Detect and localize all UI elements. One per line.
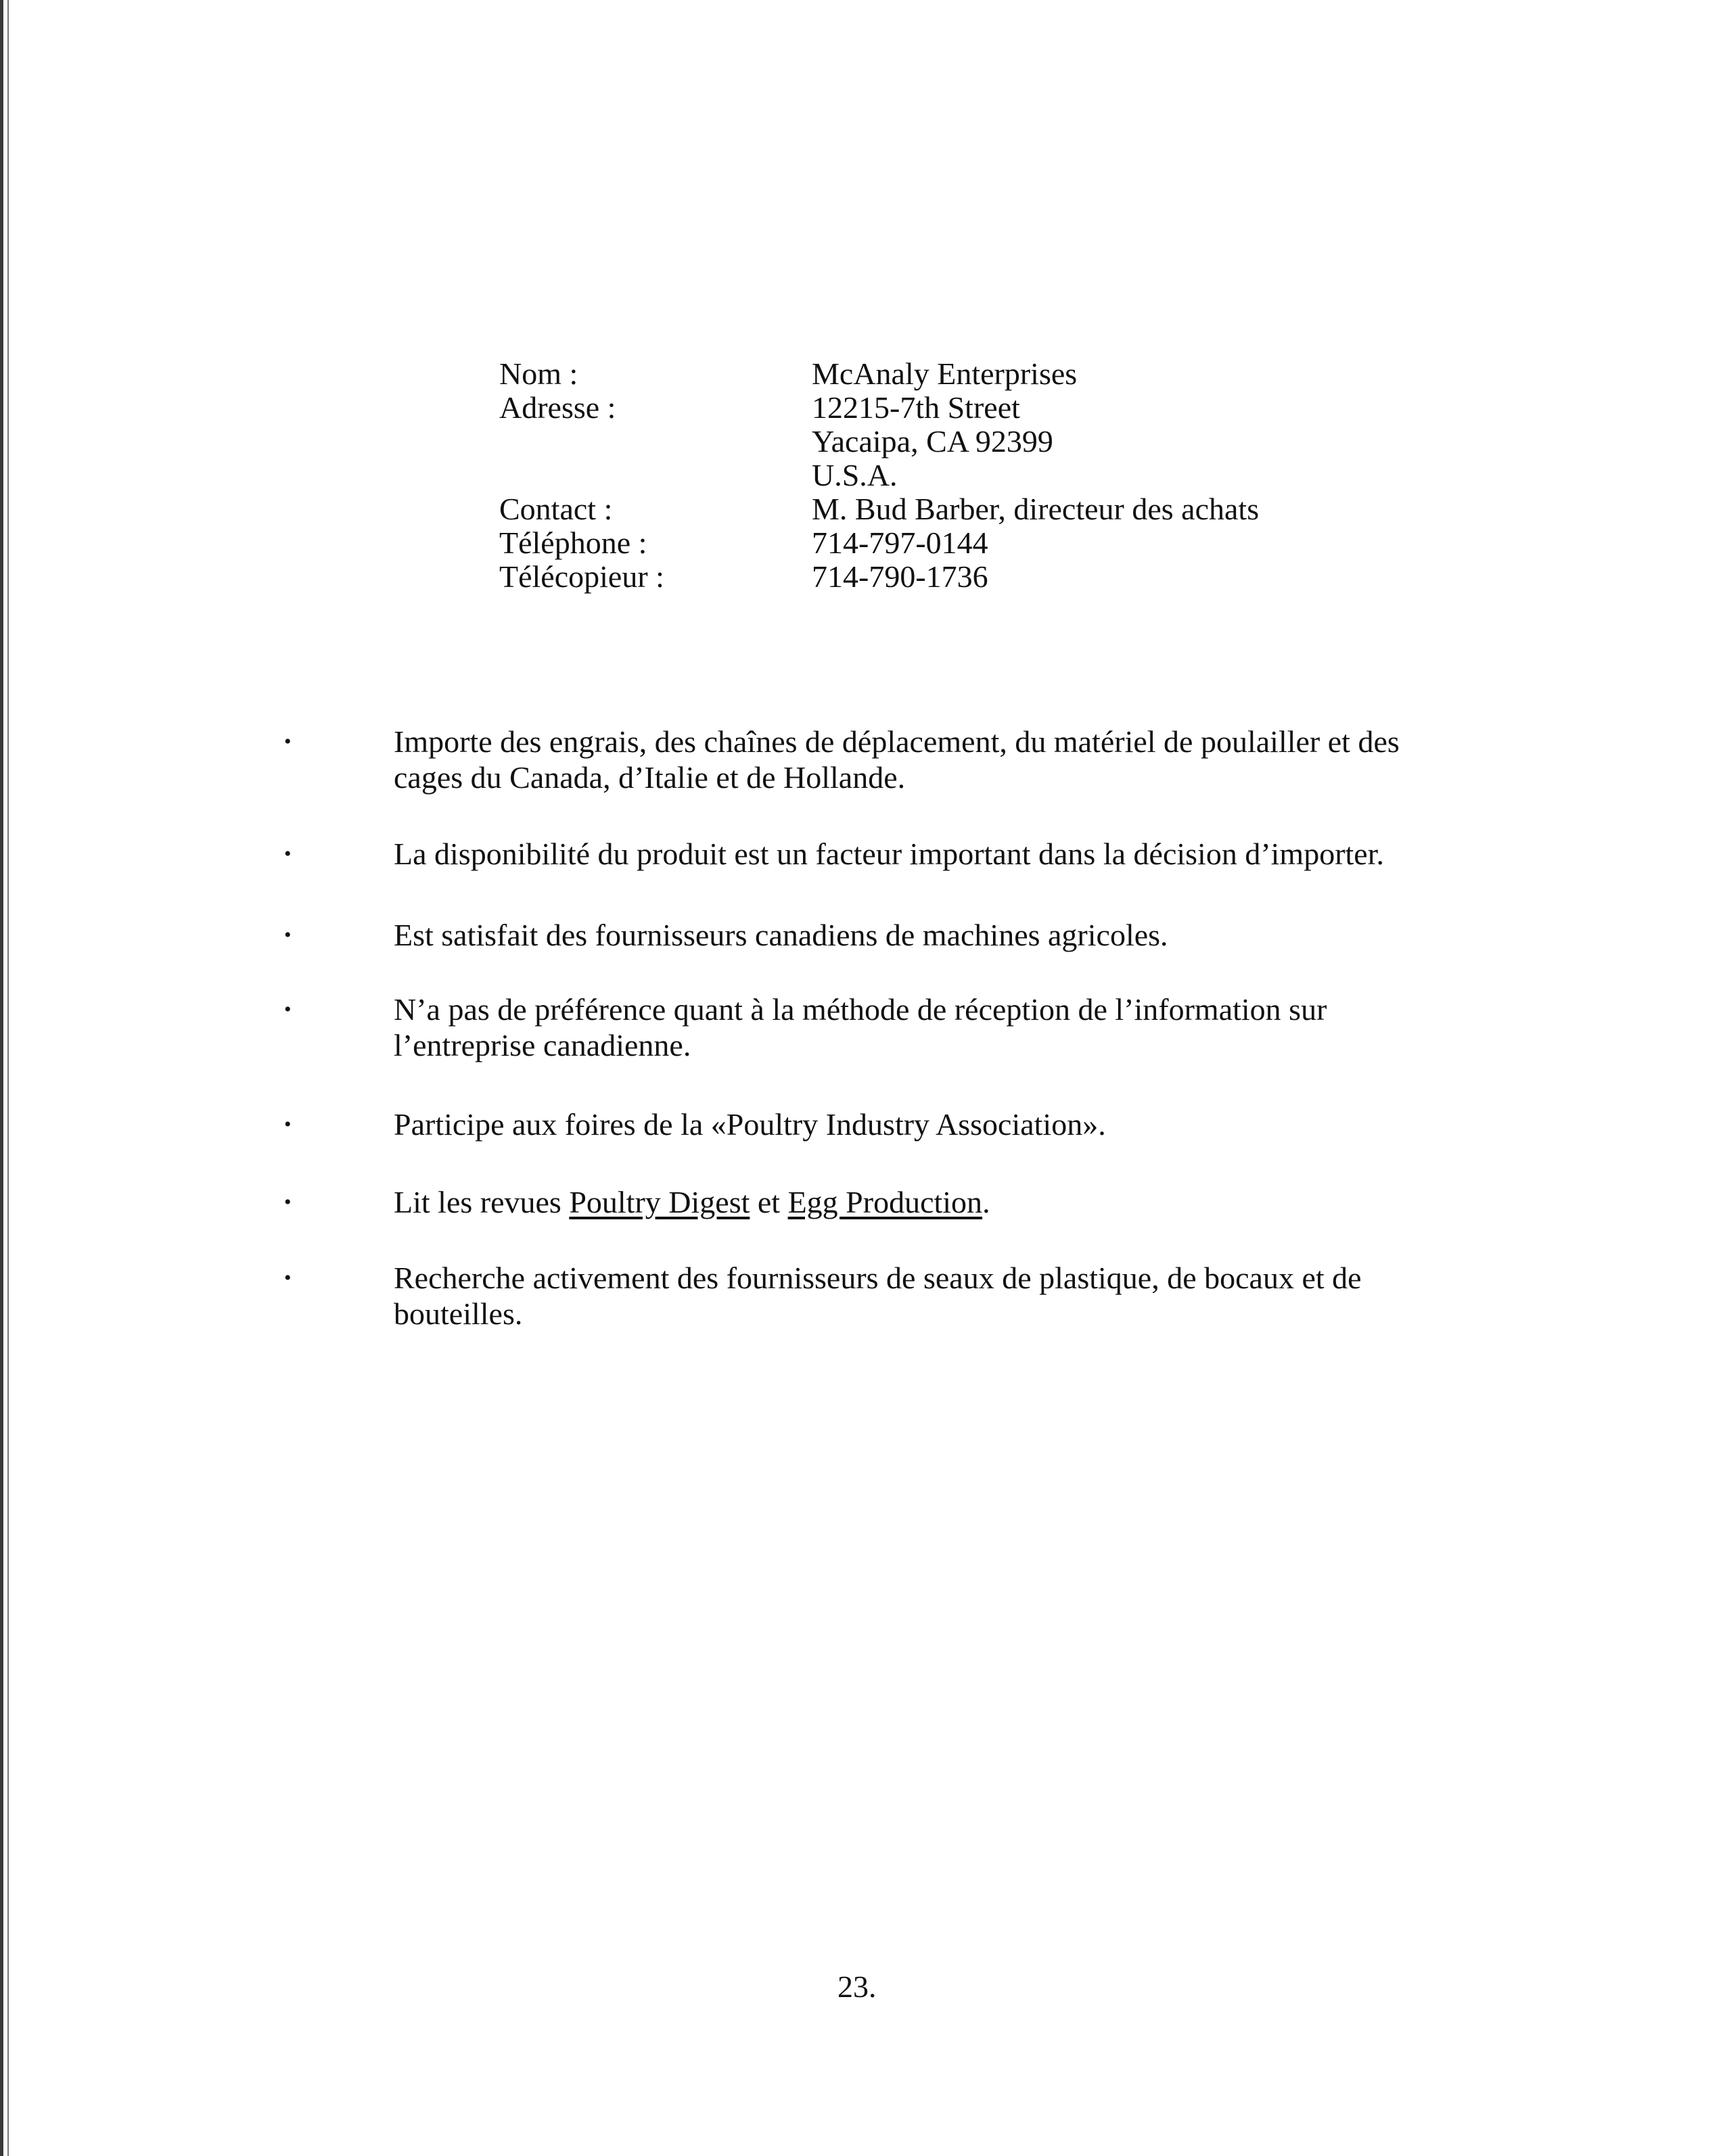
list-item	[284, 724, 1529, 795]
bullet-icon: •	[284, 1113, 292, 1135]
contact-person-value: M. Bud Barber, directeur des achats	[812, 492, 1260, 526]
contact-row-contact	[499, 492, 1259, 526]
fax-label: Télécopieur :	[499, 559, 664, 594]
bullet-icon: •	[284, 924, 292, 946]
bullet-line	[394, 1184, 1529, 1220]
bullet-line: bouteilles.	[394, 1296, 523, 1331]
name-label: Nom :	[499, 356, 578, 391]
contact-row-address	[499, 391, 1259, 492]
telephone-label: Téléphone :	[499, 525, 647, 560]
contact-row-name	[499, 357, 1259, 391]
bullet-text: et	[750, 1185, 788, 1219]
contact-label: Contact :	[499, 492, 613, 526]
bullet-line: Participe aux foires de la «Poultry Industry Association».	[394, 1107, 1106, 1142]
bullet-icon: •	[284, 998, 292, 1021]
contact-block	[499, 357, 1259, 594]
bullet-line: Est satisfait des fournisseurs canadiens de machines agricoles.	[394, 918, 1168, 952]
telephone-value: 714-797-0144	[812, 525, 988, 560]
address-line-3: U.S.A.	[812, 458, 898, 492]
scan-edge	[0, 0, 15, 2156]
address-line-2: Yacaipa, CA 92399	[812, 424, 1053, 459]
list-item	[284, 1260, 1529, 1332]
bullet-text: Lit les revues	[394, 1185, 570, 1219]
bullet-icon: •	[284, 1267, 292, 1289]
list-item	[284, 991, 1529, 1063]
bullet-line: Importe des engrais, des chaînes de déplacement, du matériel de poulailler et des	[394, 724, 1400, 759]
journal-title-egg-production: Egg Production	[787, 1185, 983, 1219]
bullet-icon: •	[284, 843, 292, 865]
fax-value: 714-790-1736	[812, 559, 988, 594]
contact-row-fax	[499, 560, 1259, 594]
bullet-icon: •	[284, 730, 292, 753]
bullet-text: .	[982, 1185, 990, 1219]
bullet-line: La disponibilité du produit est un facteur important dans la décision d’importer.	[394, 837, 1385, 871]
bullet-icon: •	[284, 1191, 292, 1213]
bullet-line: Recherche activement des fournisseurs de seaux de plastique, de bocaux et de	[394, 1261, 1362, 1295]
address-line-1: 12215-7th Street	[812, 390, 1020, 425]
bullet-line: l’entreprise canadienne.	[394, 1028, 691, 1062]
page-number: 23.	[837, 1969, 877, 2004]
address-label: Adresse :	[499, 390, 616, 425]
bullet-list	[284, 724, 1529, 1332]
list-item	[284, 1106, 1529, 1142]
bullet-line: cages du Canada, d’Italie et de Hollande.	[394, 760, 906, 795]
contact-row-telephone	[499, 526, 1259, 560]
name-value: McAnaly Enterprises	[812, 356, 1078, 391]
list-item	[284, 836, 1529, 872]
journal-title-poultry-digest: Poultry Digest	[569, 1185, 750, 1219]
bullet-line: N’a pas de préférence quant à la méthode de réception de l’information sur	[394, 992, 1327, 1027]
list-item	[284, 1184, 1529, 1220]
list-item	[284, 917, 1529, 953]
